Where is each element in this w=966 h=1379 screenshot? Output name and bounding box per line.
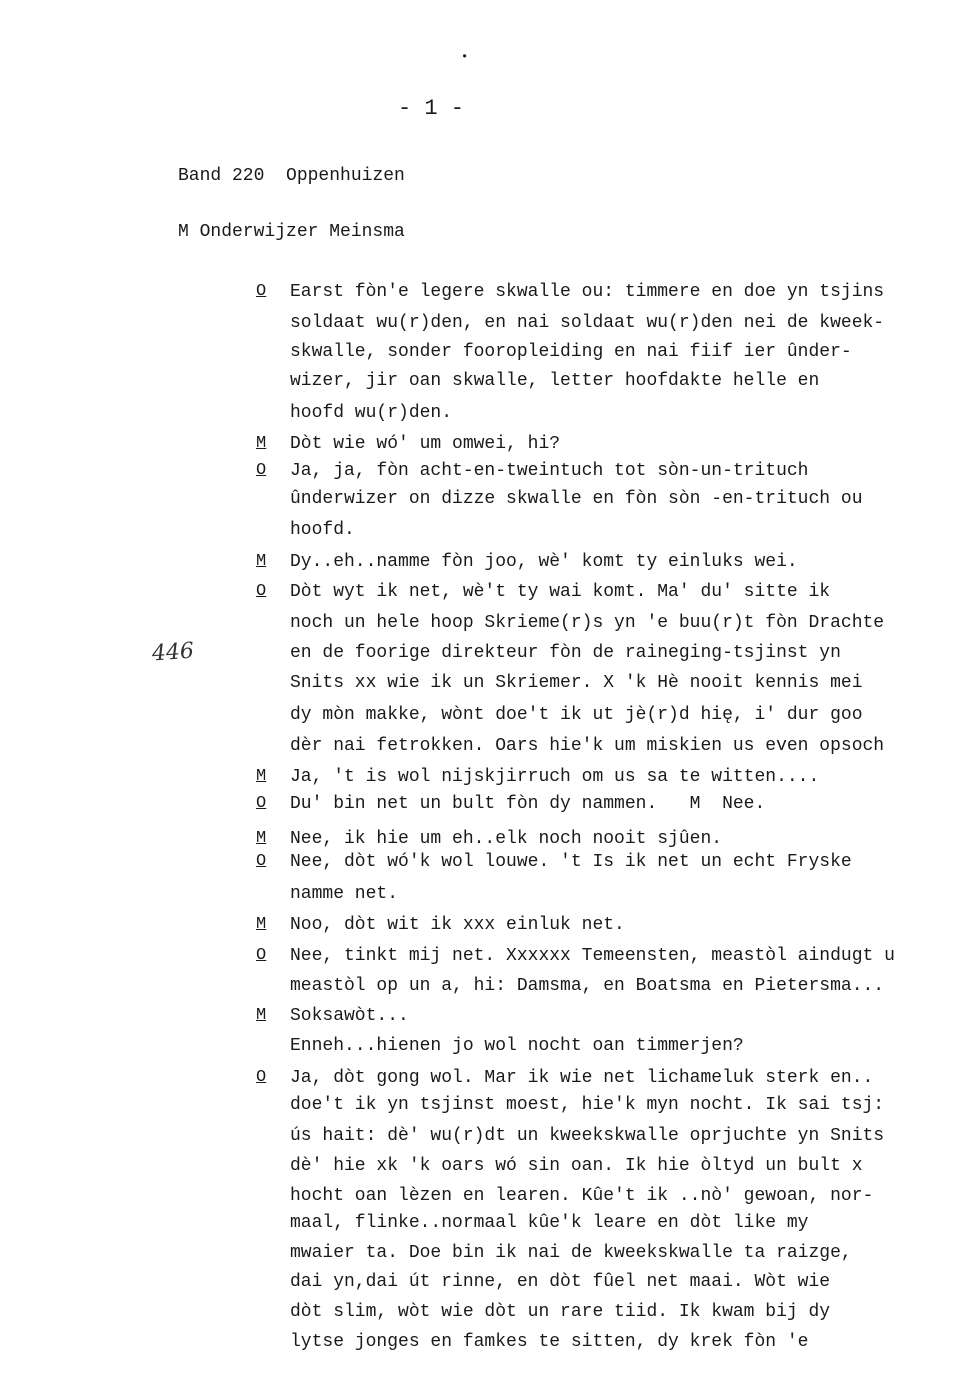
transcript-line: ús hait: dè' wu(r)dt un kweekskwalle oprjuchte yn Snits — [290, 1126, 885, 1146]
transcript-line: namme net. — [290, 884, 399, 904]
speaker-label: M — [256, 434, 267, 453]
transcript-line: noch un hele hoop Skrieme(r)s yn 'e buu(r)t fòn Drachte — [290, 613, 885, 633]
speaker-label: O — [256, 461, 267, 480]
speaker-label: O — [256, 282, 267, 301]
transcript-line: Dòt wyt ik net, wè't ty wai komt. Ma' du' sitte ik — [290, 582, 831, 602]
transcript-line: dèr nai fetrokken. Oars hie'k um miskien us even opsoch — [290, 736, 885, 756]
place-name: Oppenhuizen — [286, 166, 405, 186]
transcript-line: Nee, tinkt mij net. Xxxxxx Temeensten, meastòl aindugt u — [290, 946, 895, 966]
transcript-line: dai yn,dai út rinne, en dòt fûel net maai. Wòt wie — [290, 1272, 831, 1292]
transcript-line: Earst fòn'e legere skwalle ou: timmere en doe yn tsjins — [290, 282, 885, 302]
transcript-line: Du' bin net un bult fòn dy nammen. M Nee. — [290, 794, 766, 814]
transcript-line: hocht oan lèzen en learen. Kûe't ik ..nò' gewoan, nor- — [290, 1186, 874, 1206]
transcript-line: dè' hie xk 'k oars wó sin oan. Ik hie òltyd un bult x — [290, 1156, 863, 1176]
transcript-line: Nee, ik hie um eh..elk noch nooit sjûen. — [290, 829, 723, 849]
transcript-line: ûnderwizer on dizze skwalle en fòn sòn -en-trituch ou — [290, 489, 863, 509]
transcript-line: wizer, jir oan skwalle, letter hoofdakte helle en — [290, 371, 820, 391]
speaker-label: M — [256, 915, 267, 934]
transcript-line: skwalle, sonder fooropleiding en nai fiif ier ûnder- — [290, 342, 852, 362]
transcript-line: hoofd. — [290, 520, 355, 540]
transcript-line: Ja, ja, fòn acht-en-tweintuch tot sòn-un-trituch — [290, 461, 809, 481]
transcript-line: Snits xx wie ik un Skriemer. X 'k Hè nooit kennis mei — [290, 673, 863, 693]
transcript-line: en de foorige direkteur fòn de raineging-tsjinst yn — [290, 643, 841, 663]
transcript-line: Soksawòt... — [290, 1006, 409, 1026]
stray-mark: • — [461, 50, 469, 64]
transcript-line: meastòl op un a, hi: Damsma, en Boatsma en Pietersma... — [290, 976, 885, 996]
transcript-line: hoofd wu(r)den. — [290, 403, 453, 423]
handwritten-margin-note: 446 — [151, 638, 195, 667]
transcript-line: maal, flinke..normaal kûe'k leare en dòt like my — [290, 1213, 809, 1233]
transcript-line: dy mòn makke, wònt doe't ik ut jè(r)d hię, i' dur goo — [290, 705, 863, 725]
speaker-label: M — [256, 1006, 267, 1025]
speaker-label: O — [256, 946, 267, 965]
speaker-label: M — [256, 829, 267, 848]
band-number: Band 220 — [178, 166, 265, 186]
transcript-line: soldaat wu(r)den, en nai soldaat wu(r)den nei de kweek- — [290, 313, 885, 333]
transcript-line: lytse jonges en famkes te sitten, dy krek fòn 'e — [290, 1332, 809, 1352]
speaker-label: O — [256, 582, 267, 601]
transcript-line: Ja, 't is wol nijskjirruch om us sa te witten.... — [290, 767, 820, 787]
speaker-label: M — [256, 552, 267, 571]
transcript-line: Noo, dòt wit ik xxx einluk net. — [290, 915, 625, 935]
speaker-label: O — [256, 1068, 267, 1087]
transcript-line: mwaier ta. Doe bin ik nai de kweekskwalle ta raizge, — [290, 1243, 852, 1263]
speaker-label: M — [256, 767, 267, 786]
transcript-line: Dy..eh..namme fòn joo, wè' komt ty einluks wei. — [290, 552, 798, 572]
page-number: - 1 - — [398, 96, 465, 121]
speaker-label: O — [256, 852, 267, 871]
transcript-line: Nee, dòt wó'k wol louwe. 't Is ik net un echt Fryske — [290, 852, 852, 872]
transcript-line: Ja, dòt gong wol. Mar ik wie net lichameluk sterk en.. — [290, 1068, 874, 1088]
transcript-line: dòt slim, wòt wie dòt un rare tiid. Ik kwam bij dy — [290, 1302, 831, 1322]
transcript-line: Enneh...hienen jo wol nocht oan timmerjen? — [290, 1036, 744, 1056]
speaker-label: O — [256, 794, 267, 813]
transcript-line: doe't ik yn tsjinst moest, hie'k myn nocht. Ik sai tsj: — [290, 1095, 885, 1115]
transcript-line: Dòt wie wó' um omwei, hi? — [290, 434, 561, 454]
speaker-identification: M Onderwijzer Meinsma — [178, 222, 405, 242]
